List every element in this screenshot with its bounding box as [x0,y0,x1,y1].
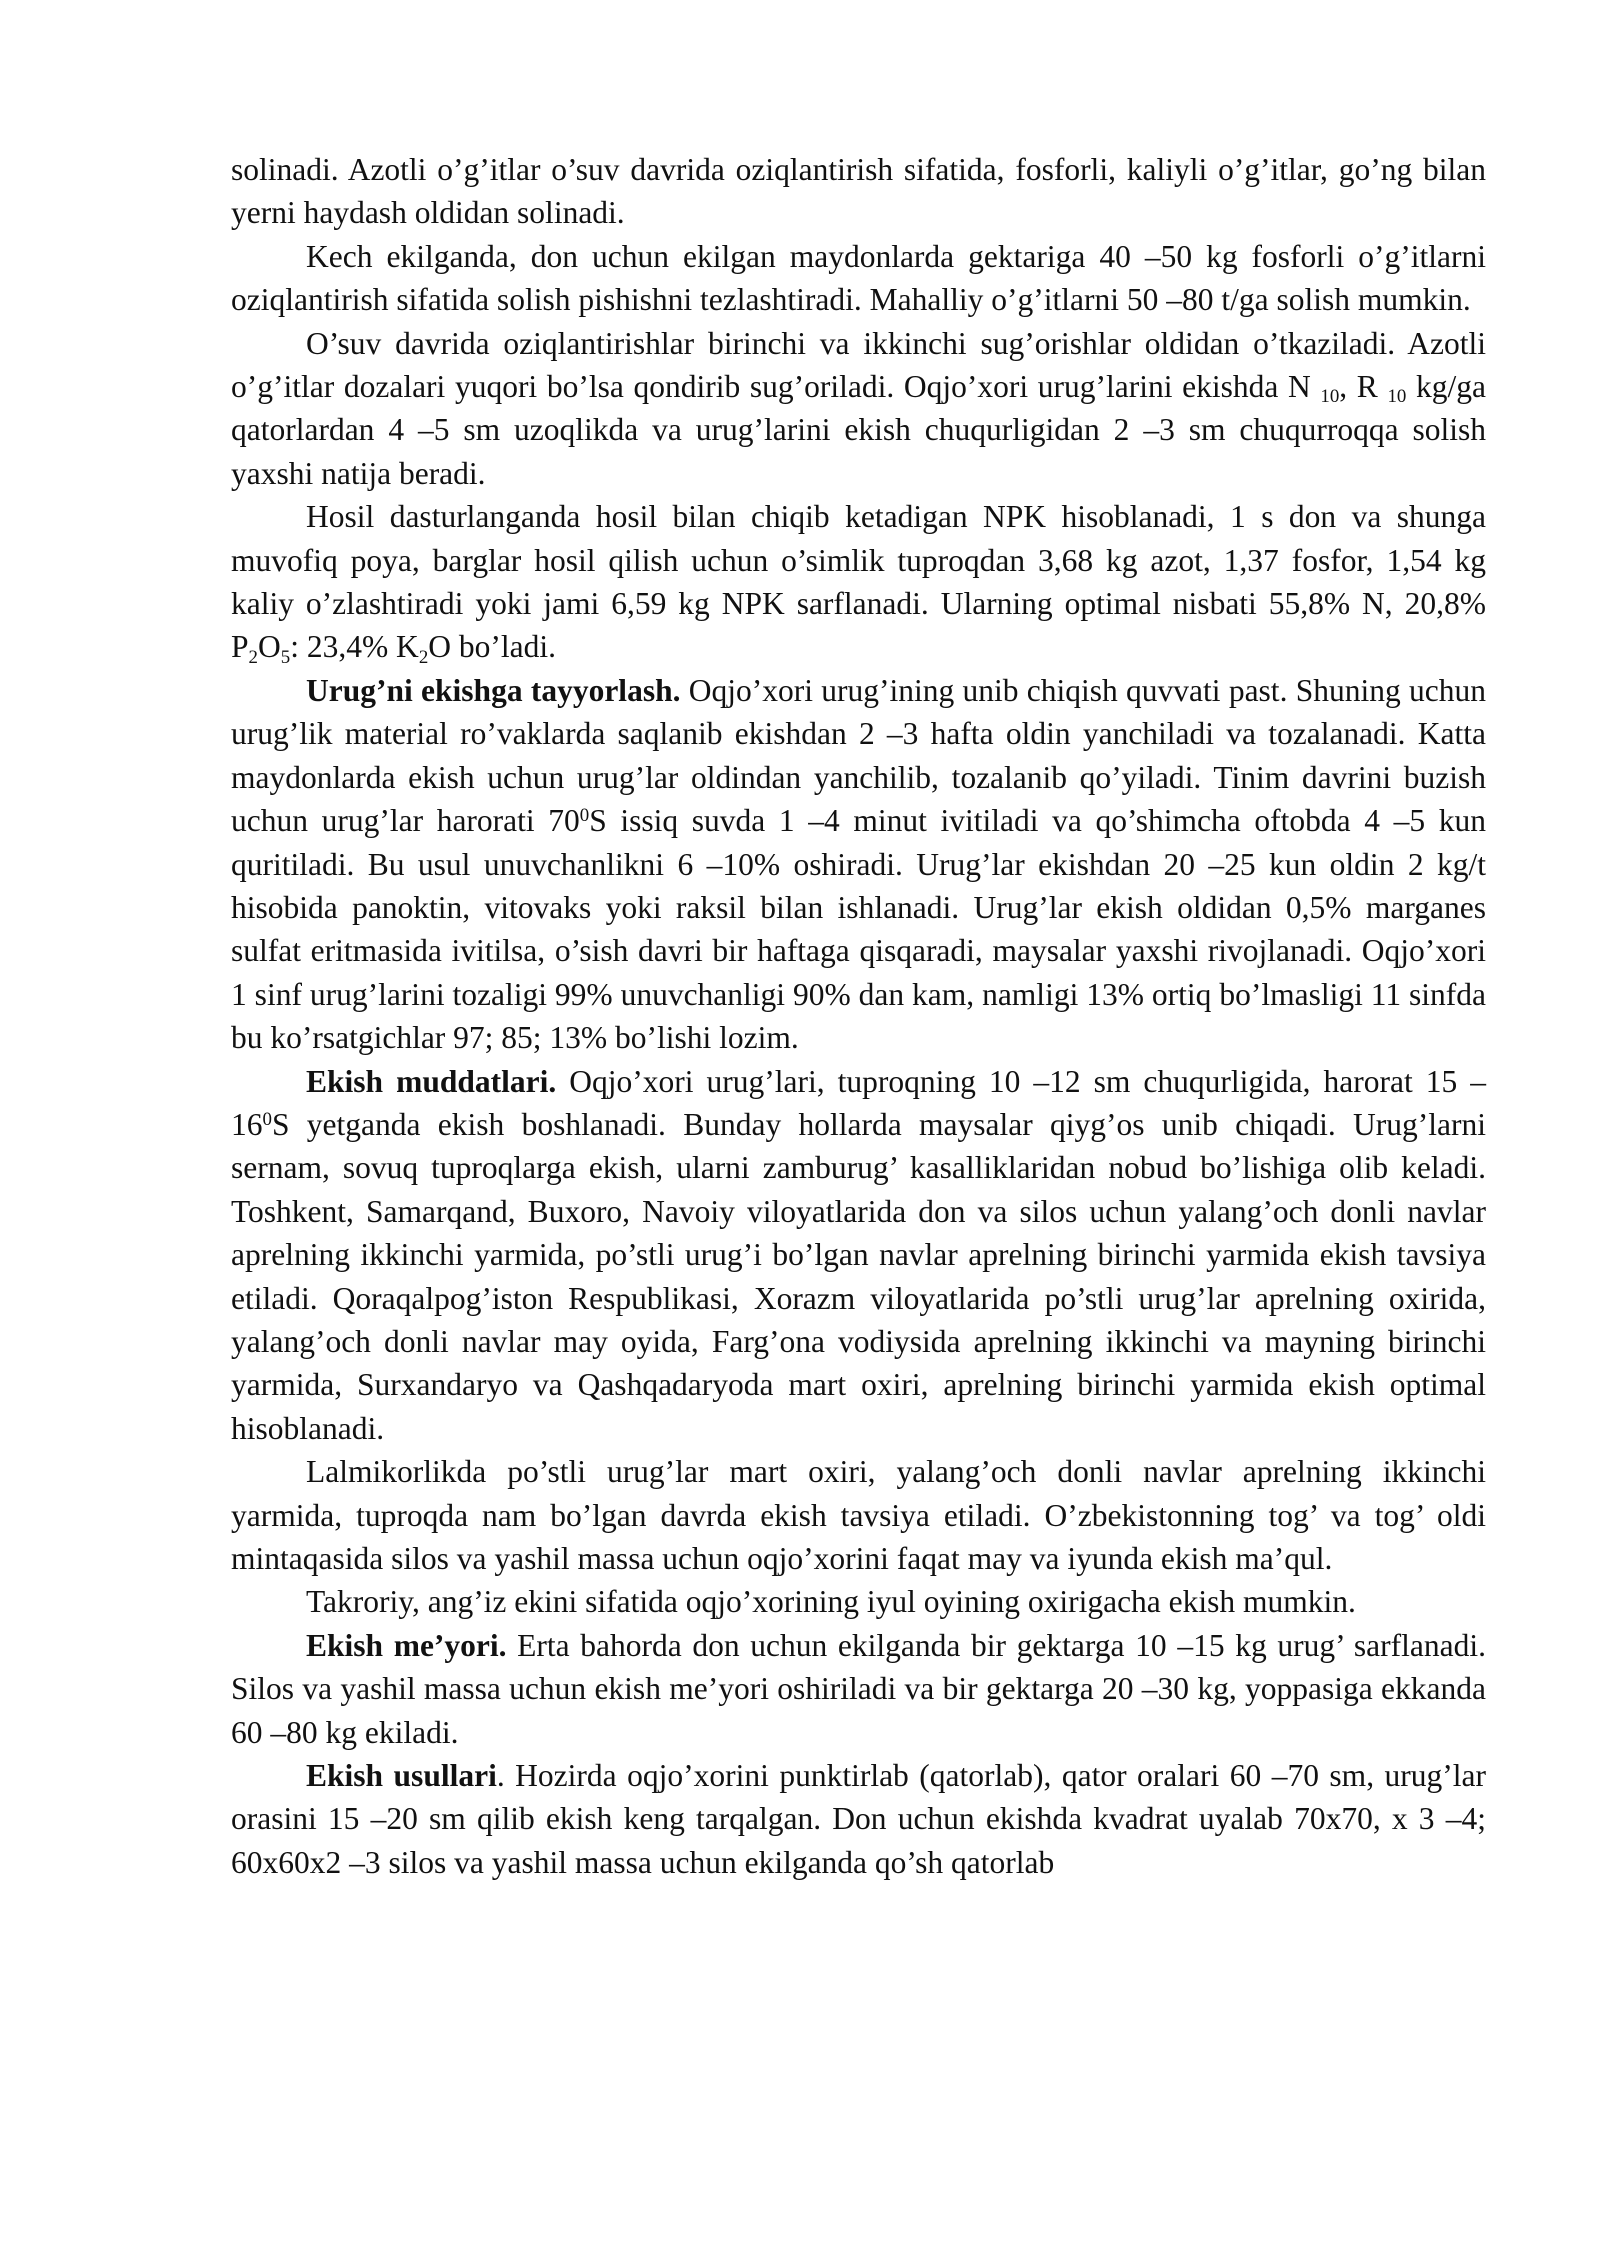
subscript: 10 [1320,386,1340,408]
paragraph-text: Erta bahorda don uchun ekilganda bir gektarga 10 –15 kg urug’ sarflanadi. Silos va yashil massa uchun ekish me’yori oshiriladi va bir gektarga 20 –30 kg, yoppasiga ekkanda 60 –80 kg ekiladi. [231,1627,1486,1750]
paragraph-text: O bo’ladi. [428,629,556,665]
paragraph-text: Lalmikorlikda po’stli urug’lar mart oxiri, yalang’och donli navlar aprelning ikkinchi yarmida, tuproqda nam bo’lgan davrda ekish tavsiya etiladi. O’zbekistonning tog’ va tog’ oldi mintaqasida silos va yashil massa uchun oqjo’xorini faqat may va iyunda ekish ma’qul. [231,1454,1486,1576]
paragraph-text: Kech ekilganda, don uchun ekilgan maydonlarda gektariga 40 –50 kg fosforli o’g’itlarni oziqlantirish sifatida solish pishishni tezlashtiradi. Mahalliy o’g’itlarni 50 –80 t/ga solish mumkin. [231,238,1486,318]
subscript: 2 [248,646,258,668]
paragraph-text: . Hozirda oqjo’xorini punktirlab (qatorlab), qator oralari 60 –70 sm, urug’lar orasini 15 –20 sm qilib ekish keng tarqalgan. Don uchun ekishda kvadrat uyalab 70x70, x 3 –4; 60x60x2 –3 silos va yashil massa uchun ekilganda qo’sh qatorlab [231,1758,1486,1880]
paragraph-feeding [231,322,1486,496]
paragraph-text: , R [1339,369,1388,405]
paragraph-text: S issiq suvda 1 –4 minut ivitiladi va qo’shimcha oftobda 4 –5 kun quritiladi. Bu usul unuvchanlikni 6 –10% oshiradi. Urug’lar ekishdan 20 –25 kun oldin 2 kg/t hisobida panoktin, vitovaks yoki raksil bilan ishlanadi. Urug’lar ekish oldidan 0,5% marganes sulfat eritmasida ivitilsa, o’sish davri bir haftaga qisqaradi, maysalar yaxshi rivojlanadi. Oqjo’xori 1 sinf urug’larini tozaligi 99% unuvchanligi 90% dan kam, namligi 13% ortiq bo’lmasligi 11 sinfda bu ko’rsatgichlar 97; 85; 13% bo’lishi lozim. [231,803,1486,1056]
paragraph-seeding-rate [231,1624,1486,1754]
subscript: 5 [280,646,291,668]
paragraph-sowing-dates [231,1060,1486,1451]
paragraph-seed-preparation [231,669,1486,1060]
paragraph-text: O [257,629,281,665]
paragraph-npk [231,495,1486,669]
superscript: 0 [262,1108,272,1130]
paragraph-sowing-methods [231,1754,1486,1884]
paragraph-text: : 23,4% K [290,629,419,665]
paragraph-text: Oqjo’xori urug’ining unib chiqish quvvati past. Shuning uchun urug’lik material ro’vaklarda saqlanib ekishdan 2 –3 hafta oldin yanchiladi va tozalanadi. Katta maydonlarda ekish uchun urug’lar oldindan yanchilib, tozalanib qo’yiladi. Tinim davrini buzish uchun urug’lar harorati 70 [231,672,1486,839]
section-heading: Ekish muddatlari. [306,1063,557,1099]
paragraph-text: O’suv davrida oziqlantirishlar birinchi va ikkinchi sug’orishlar oldidan o’tkaziladi. Azotli o’g’itlar dozalari yuqori bo’lsa qondirib sug’oriladi. Oqjo’xori urug’larini ekishda N [231,325,1486,405]
section-heading: Urug’ni ekishga tayyorlash. [306,672,681,708]
paragraph-text: kg/ga qatorlardan 4 –5 sm uzoqlikda va urug’larini ekish chuqurligidan 2 –3 sm chuqurroqqa solish yaxshi natija beradi. [231,369,1487,491]
superscript: 0 [579,804,590,826]
paragraph-late-sowing [231,235,1486,322]
paragraph-text: Hosil dasturlanganda hosil bilan chiqib ketadigan NPK hisoblanadi, 1 s don va shunga muvofiq poya, barglar hosil qilish uchun o’simlik tuproqdan 3,68 kg azot, 1,37 fosfor, 1,54 kg kaliy o’zlashtiradi yoki jami 6,59 kg NPK sarflanadi. Ularning optimal nisbati 55,8% N, 20,8% P [231,499,1486,665]
paragraph-rainfed [231,1450,1486,1580]
paragraph-text: solinadi. Azotli o’g’itlar o’suv davrida oziqlantirish sifatida, fosforli, kaliyli o’g’itlar, go’ng bilan yerni haydash oldidan solinadi. [231,152,1486,231]
subscript: 10 [1387,386,1407,408]
paragraph-text: S yetganda ekish boshlanadi. Bunday hollarda maysalar qiyg’os unib chiqadi. Urug’larni sernam, sovuq tuproqlarga ekish, ularni zamburug’ kasalliklaridan nobud bo’lishiga olib keladi. Toshkent, Samarqand, Buxoro, Navoiy viloyatlarida don va silos uchun yalang’och donli navlar aprelning ikkinchi yarmida, po’stli urug’i bo’lgan navlar aprelning birinchi yarmida ekish tavsiya etiladi. Qoraqalpog’iston Respublikasi, Xorazm viloyatlarida po’stli urug’lar aprelning oxirida, yalang’och donli navlar may oyida, Farg’ona vodiysida aprelning ikkinchi va mayning birinchi yarmida, Surxandaryo va Qashqadaryoda mart oxiri, aprelning birinchi yarmida ekish optimal hisoblanadi. [231,1106,1486,1446]
paragraph-repeat-crop [231,1580,1486,1623]
section-heading: Ekish me’yori. [306,1627,507,1663]
document-page [231,148,1486,1884]
paragraph-fertilizer-continuation [231,148,1486,235]
paragraph-text: Oqjo’xori urug’lari, tuproqning 10 –12 sm chuqurligida, harorat 15 –16 [231,1063,1486,1142]
subscript: 2 [418,646,429,668]
paragraph-text: Takroriy, ang’iz ekini sifatida oqjo’xorining iyul oyining oxirigacha ekish mumkin. [306,1584,1356,1620]
section-heading: Ekish usullari [306,1758,497,1794]
